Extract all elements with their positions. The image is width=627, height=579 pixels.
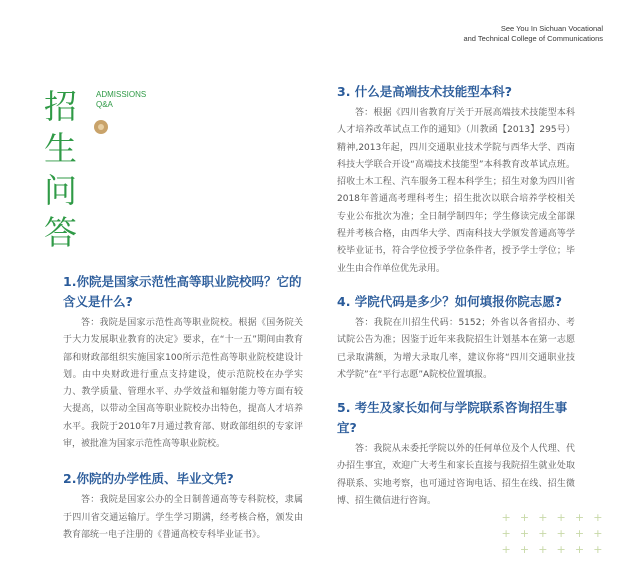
plus-icon: + <box>574 511 585 524</box>
header-line-2: and Technical College of Communications <box>463 34 603 43</box>
decorative-plus-pattern <box>497 511 607 559</box>
answer-5: 答：我院从未委托学院以外的任何单位及个人代理、代办招生事宜，欢迎广大考生和家长直接与我院招生就业处取得联系、实地考察，也可通过咨询电话、招生在线、招生微博、招生微信进行咨询。 <box>337 444 575 507</box>
answer-4: 答：我院在川招生代码：5152；外省以各省招办、考试院公告为准；因鉴于近年来我院招生计划基本在第一志愿已录取满额，为增大录取几率，建议你将“四川交通职业技术学院”在“平行志愿”A院校位置填报。 <box>337 317 575 380</box>
plus-icon: + <box>593 511 603 524</box>
question-2: 2.你院的办学性质、毕业文凭? <box>63 471 234 487</box>
question-1: 1.你院是国家示范性高等职业院校吗？它的含义是什么? <box>63 274 302 309</box>
plus-icon: + <box>556 511 566 524</box>
qa-item-5 <box>337 398 575 510</box>
section-subtitle <box>96 90 146 110</box>
plus-icon: + <box>501 543 511 556</box>
plus-icon: + <box>593 543 603 556</box>
plus-icon: + <box>501 527 511 540</box>
header-line-1: See You In Sichuan Vocational <box>500 24 603 33</box>
title-char-3: 问 <box>44 171 77 210</box>
subtitle-line-1: ADMISSIONS <box>96 90 147 99</box>
answer-2: 答：我院是国家公办的全日制普通高等专科院校，隶属于四川省交通运输厅。学生学习期满，经考核合格，颁发由教育部统一电子注册的《普通高校专科毕业证书》。 <box>63 495 303 540</box>
plus-icon: + <box>538 527 548 540</box>
subtitle-line-2: Q&A <box>96 100 113 109</box>
question-5: 5. 考生及家长如何与学院联系咨询招生事宜? <box>337 400 568 436</box>
title-char-4: 答 <box>44 213 77 252</box>
title-char-2: 生 <box>44 129 77 168</box>
decorative-badge-icon <box>94 120 108 134</box>
question-4: 4. 学院代码是多少？如何填报你院志愿? <box>337 293 563 309</box>
plus-icon: + <box>574 543 585 556</box>
plus-icon: + <box>519 543 530 556</box>
qa-item-1 <box>63 272 303 453</box>
plus-icon: + <box>501 511 511 524</box>
qa-item-2 <box>63 469 303 544</box>
question-3: 3. 什么是高端技术技能型本科? <box>337 84 513 99</box>
qa-item-3 <box>337 82 575 278</box>
left-column <box>63 272 303 544</box>
qa-item-4 <box>337 292 575 384</box>
answer-3: 答：根据《四川省教育厅关于开展高端技术技能型本科人才培养改革试点工作的通知》（川教函【2013】295号）精神,2013年起，四川交通职业技术学院与西华大学、西南科技大学联合开设“高端技术技能型”本科教育改革试点班。招收土木工程、汽车服务工程本科学生；招生对象为四川省2018年普通高考理科考生；招生批次以联合培养学校相关专业公布批次为准；全日制学制四年；学生修读完成全部课程并考核合格，由西华大学、西南科技大学颁发普通高等学校毕业证书，符合学位授予学位条件者，授予学士学位；毕业生由合作单位优先录用。 <box>337 108 575 274</box>
section-title <box>44 86 84 254</box>
plus-icon: + <box>538 511 548 524</box>
plus-icon: + <box>574 527 585 540</box>
page-header <box>403 24 603 44</box>
answer-1: 答：我院是国家示范性高等职业院校。根据《国务院关于大力发展职业教育的决定》要求，在“十一五”期间由教育部和财政部组织实施国家100所示范性高等职业院校建设计划。由中央财政进行重点支持建设，使示范院校在办学实力、教学质量、管理水平、办学效益和辐射能力等方面有较大提高，以带动全国高等职业院校办出特色，提高人才培养水平。我院于2010年7月通过教育部、财政部组织的专家评审，被批准为国家示范性高等职业院校。 <box>63 318 303 450</box>
plus-icon: + <box>519 527 530 540</box>
plus-icon: + <box>556 543 566 556</box>
title-char-1: 招 <box>44 87 77 126</box>
plus-icon: + <box>593 527 603 540</box>
right-column <box>337 82 575 510</box>
plus-icon: + <box>538 543 548 556</box>
plus-icon: + <box>556 527 566 540</box>
plus-icon: + <box>519 511 530 524</box>
